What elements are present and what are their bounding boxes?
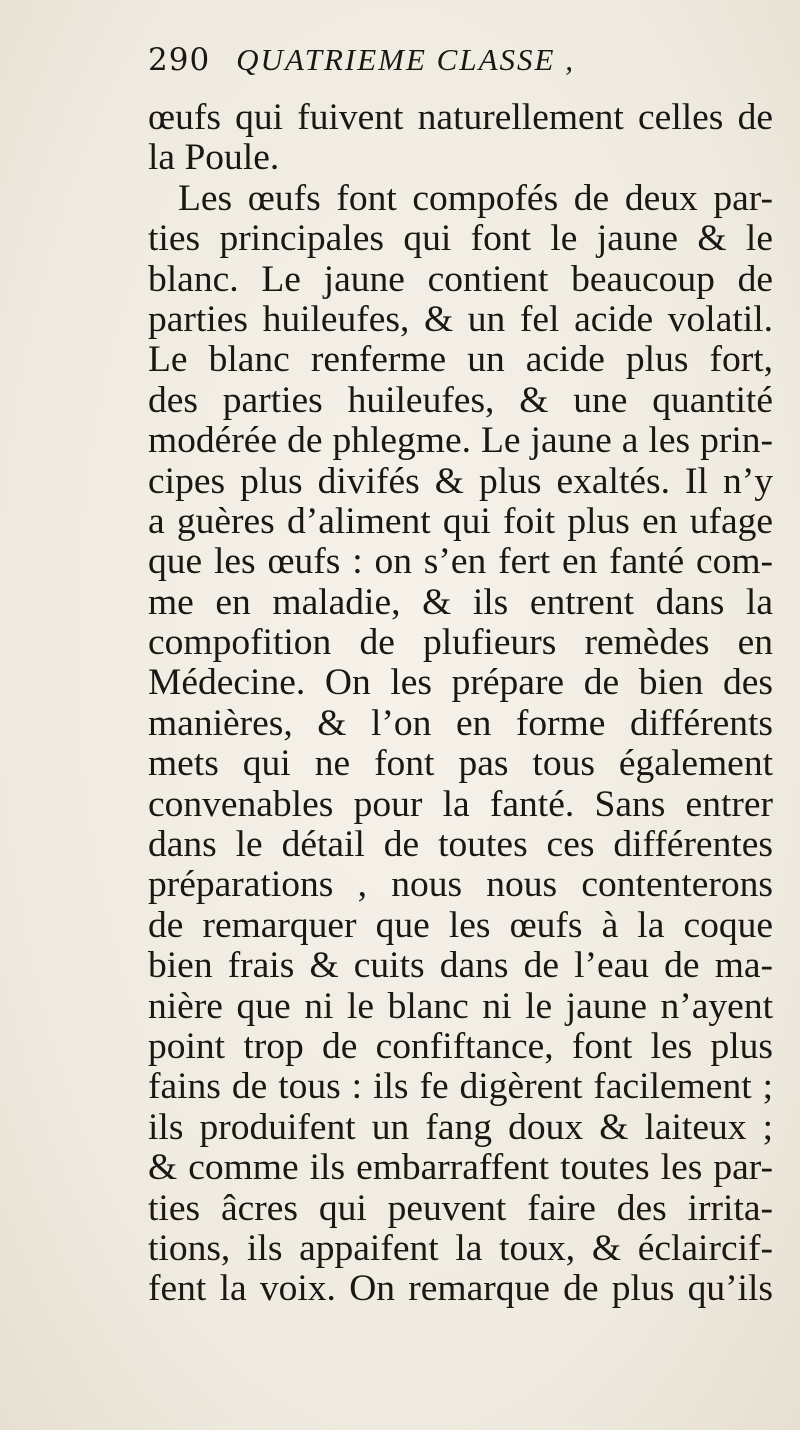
- text-line: mets qui ne font pas tous également: [148, 743, 773, 785]
- running-head: QUATRIEME CLASSE ,: [236, 42, 575, 77]
- text-line: préparations , nous nous contenterons: [148, 864, 773, 906]
- text-line: dans le détail de toutes ces différentes: [148, 824, 773, 866]
- text-line: modérée de phlegme. Le jaune a les prin-: [148, 420, 773, 462]
- text-line: compofition de plufieurs remèdes en: [148, 622, 773, 664]
- text-line: la Poule.: [148, 137, 280, 179]
- text-line: Médecine. On les prépare de bien des: [148, 662, 773, 704]
- text-line: que les œufs : on s’en fert en fanté com-: [148, 541, 773, 583]
- text-line: œufs qui fuivent naturellement celles de: [148, 97, 773, 138]
- text-line: cipes plus divifés & plus exaltés. Il n’y: [148, 460, 773, 502]
- text-line: ties principales qui font le jaune & le: [148, 218, 773, 260]
- text-line: fent la voix. On remarque de plus qu’ils: [148, 1268, 773, 1310]
- text-line: parties huileufes, & un fel acide volatil.: [148, 298, 773, 340]
- text-line: & comme ils embarraffent toutes les par-: [148, 1147, 773, 1189]
- page-number: 290: [148, 42, 211, 78]
- text-line: point trop de confiftance, font les plus: [148, 1025, 773, 1067]
- text-line: des parties huileufes, & une quantité: [148, 379, 773, 421]
- text-line: ils produifent un fang doux & laiteux ;: [148, 1106, 773, 1148]
- text-line: fains de tous : ils fe digèrent facilement ;: [148, 1066, 773, 1108]
- page-header: [148, 42, 768, 88]
- text-line: bien frais & cuits dans de l’eau de ma-: [148, 945, 773, 987]
- text-line: convenables pour la fanté. Sans entrer: [148, 783, 773, 825]
- text-line: tions, ils appaifent la toux, & éclaircif-: [148, 1227, 773, 1269]
- text-line: me en maladie, & ils entrent dans la: [148, 581, 773, 623]
- text-line: Les œufs font compofés de deux par-: [178, 177, 773, 219]
- text-line: Le blanc renferme un acide plus fort,: [148, 339, 773, 381]
- text-line: a guères d’aliment qui foit plus en ufage: [148, 500, 773, 542]
- text-line: manières, & l’on en forme différents: [148, 702, 773, 744]
- body-text: [148, 98, 773, 1310]
- text-line: ties âcres qui peuvent faire des irrita-: [148, 1187, 773, 1229]
- text-line: nière que ni le blanc ni le jaune n’ayent: [148, 985, 773, 1027]
- text-line: blanc. Le jaune contient beaucoup de: [148, 258, 773, 300]
- text-line: de remarquer que les œufs à la coque: [148, 904, 773, 946]
